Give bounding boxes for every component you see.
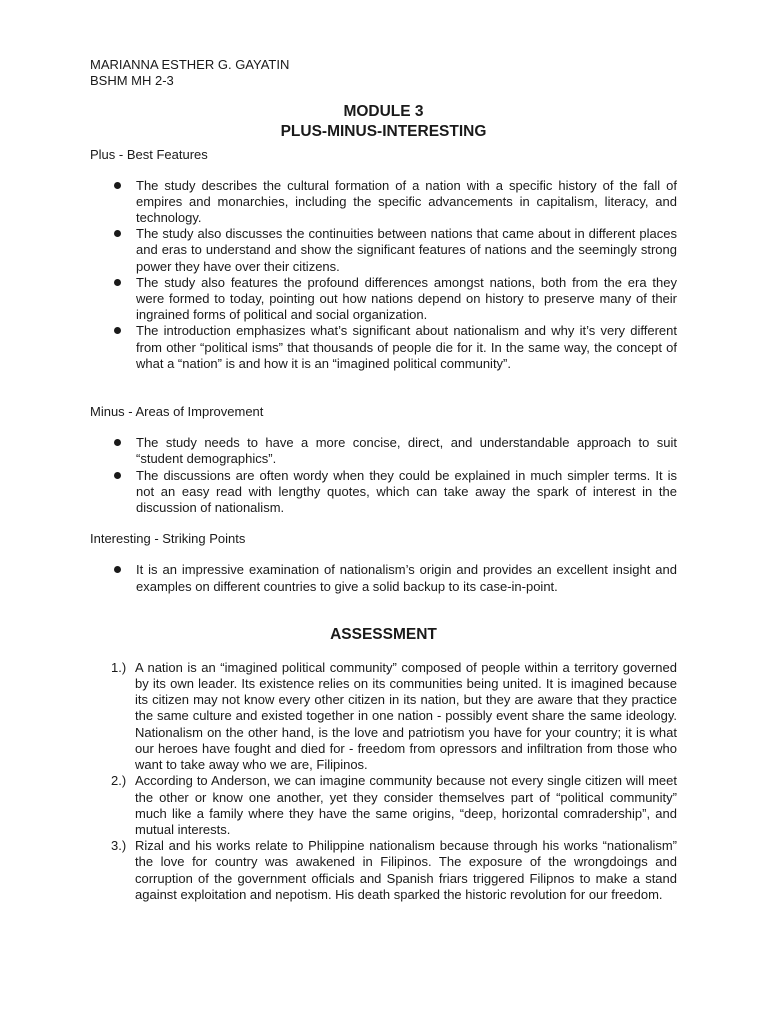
list-item: The study also discusses the continuities between nations that came about in different places and eras to understand and show the significant features of nations and the seemingly strong power they have over their citizens. (90, 226, 677, 275)
list-item (90, 773, 677, 838)
bullet-icon (114, 566, 121, 573)
minus-heading: Minus - Areas of Improvement (90, 404, 264, 420)
minus-list (90, 435, 677, 516)
module-title: MODULE 3 (343, 103, 424, 121)
answer-text: Rizal and his works relate to Philippine nationalism because through his works “nationalism” the love for country was awakened in Filipinos. The exposure of the wrongdoings and corruption of the government officials and Spanish friars triggered Filipnos to make a stand against exploitation and nepotism. His death sparked the historic revolution for our freedom. (135, 838, 677, 902)
bullet-icon (114, 230, 121, 237)
list-item: The study needs to have a more concise, direct, and understandable approach to suit “student demographics”. (90, 435, 677, 467)
bullet-icon (114, 439, 121, 446)
answer-text: A nation is an “imagined political community” composed of people within a territory governed by its own leader. Its existence relies on its communities being united. It is imagined because its citizen may not know every other citizen in its nation, but they are aware that they practice the same culture and existed together in one nation - possibly event share the same ideology. Nationalism on the other hand, is the love and patriotism you have for your country; it is what our heroes have fought and died for - freedom from opressors and infiltration from those who want to take away who we are, Filipinos. (135, 659, 677, 773)
interesting-heading: Interesting - Striking Points (90, 531, 246, 547)
interesting-list (90, 562, 677, 594)
assessment-list (90, 660, 677, 903)
plus-list (90, 178, 677, 372)
answer-number: 1.) (111, 659, 127, 675)
list-item: The introduction emphasizes what’s significant about nationalism and why it’s very different from other “political isms” that thousands of people die for it. In the same way, the concept of what a “nation” is and how it is an “imagined political community”. (90, 323, 677, 372)
document-page (90, 57, 677, 903)
author-name: MARIANNA ESTHER G. GAYATIN (90, 57, 290, 72)
list-item (90, 838, 677, 903)
list-item: The discussions are often wordy when they could be explained in much simpler terms. It is not an easy read with lengthy quotes, which can take away the spark of interest in the discussion of nationalism. (90, 468, 677, 517)
list-item (90, 660, 677, 773)
plus-heading: Plus - Best Features (90, 147, 208, 163)
bullet-icon (114, 472, 121, 479)
bullet-icon (114, 327, 121, 334)
answer-number: 3.) (111, 838, 127, 854)
module-subtitle: PLUS-MINUS-INTERESTING (280, 123, 487, 141)
answer-number: 2.) (111, 773, 127, 789)
list-item: The study describes the cultural formation of a nation with a specific history of the fall of empires and monarchies, including the specific advancements in capitalism, literacy, and technology. (90, 178, 677, 227)
list-item: It is an impressive examination of nationalism’s origin and provides an excellent insight and examples on different countries to give a solid backup to its case-in-point. (90, 562, 677, 594)
list-item: The study also features the profound differences amongst nations, both from the era they were formed to today, pointing out how nations depend on history to preserve many of their ingrained forms of political and social organization. (90, 275, 677, 324)
bullet-icon (114, 279, 121, 286)
author-section: BSHM MH 2-3 (90, 73, 174, 89)
assessment-title: ASSESSMENT (330, 625, 437, 643)
bullet-icon (114, 182, 121, 189)
answer-text: According to Anderson, we can imagine community because not every single citizen will meet the other or know one another, yet they consider themselves part of “political community” much like a family where they have the same origins, “deep, horizontal comradership”, and mutual interests. (135, 773, 677, 837)
